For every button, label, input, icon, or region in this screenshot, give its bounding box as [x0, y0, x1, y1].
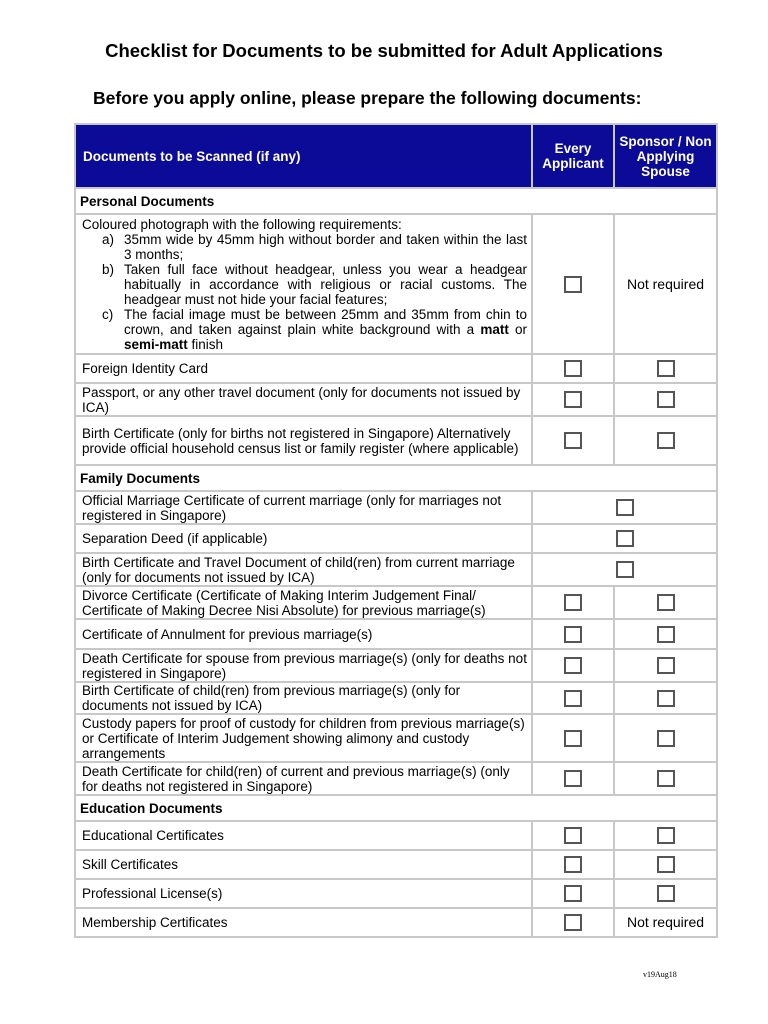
not-required-label: Not required — [614, 214, 717, 354]
checkbox[interactable] — [564, 914, 582, 931]
table-row — [75, 416, 717, 465]
doc-label: Professional License(s) — [75, 879, 532, 908]
table-row — [75, 586, 717, 619]
photo-requirements-list — [82, 232, 527, 352]
checkbox[interactable] — [657, 730, 675, 747]
doc-label: Birth Certificate of child(ren) from previous marriage(s) (only for documents not issued by ICA) — [75, 682, 532, 714]
page-subtitle: Before you apply online, please prepare the following documents: — [93, 88, 642, 108]
section-personal-heading: Personal Documents — [75, 188, 717, 214]
checkbox[interactable] — [657, 770, 675, 787]
section-row — [75, 795, 717, 821]
not-required-label: Not required — [614, 908, 717, 937]
table-row — [75, 619, 717, 649]
table-row — [75, 214, 717, 354]
checkbox[interactable] — [564, 391, 582, 408]
checkbox[interactable] — [657, 594, 675, 611]
doc-label: Birth Certificate and Travel Document of child(ren) from current marriage (only for documents not issued by ICA) — [75, 553, 532, 586]
checkbox[interactable] — [616, 530, 634, 547]
doc-label: Custody papers for proof of custody for children from previous marriage(s) or Certificate of Interim Judgement showing alimony and custody arrangements — [75, 714, 532, 762]
doc-label: Birth Certificate (only for births not registered in Singapore) Alternatively provide official household census list or family register (where applicable) — [75, 416, 532, 465]
list-item: a) 35mm wide by 45mm high without border and taken within the last 3 months; — [102, 231, 527, 262]
doc-label: Membership Certificates — [75, 908, 532, 937]
checkbox[interactable] — [657, 432, 675, 449]
doc-label: Divorce Certificate (Certificate of Making Interim Judgement Final/ Certificate of Making Decree Nisi Absolute) for previous marriage(s) — [75, 586, 532, 619]
checkbox[interactable] — [616, 561, 634, 578]
checkbox[interactable] — [564, 626, 582, 643]
doc-label: Separation Deed (if applicable) — [75, 524, 532, 553]
photo-requirements — [75, 214, 532, 354]
doc-label: Skill Certificates — [75, 850, 532, 879]
header-sponsor: Sponsor / Non Applying Spouse — [614, 124, 717, 188]
checkbox[interactable] — [657, 885, 675, 902]
doc-label: Educational Certificates — [75, 821, 532, 850]
checkbox[interactable] — [564, 770, 582, 787]
table-row — [75, 524, 717, 553]
table-row — [75, 354, 717, 383]
checkbox[interactable] — [564, 730, 582, 747]
header-documents: Documents to be Scanned (if any) — [75, 124, 532, 188]
doc-label: Certificate of Annulment for previous marriage(s) — [75, 619, 532, 649]
doc-label: Foreign Identity Card — [75, 354, 532, 383]
checkbox[interactable] — [657, 856, 675, 873]
table-row — [75, 762, 717, 795]
checkbox[interactable] — [657, 827, 675, 844]
checkbox[interactable] — [564, 827, 582, 844]
doc-label: Death Certificate for child(ren) of current and previous marriage(s) (only for deaths not registered in Singapore) — [75, 762, 532, 795]
checkbox[interactable] — [564, 690, 582, 707]
checkbox[interactable] — [564, 885, 582, 902]
checkbox[interactable] — [564, 657, 582, 674]
table-row — [75, 682, 717, 714]
table-row — [75, 553, 717, 586]
table-row — [75, 879, 717, 908]
checkbox[interactable] — [657, 690, 675, 707]
table-row — [75, 908, 717, 937]
checkbox[interactable] — [564, 594, 582, 611]
version-footer: v19Aug18 — [643, 970, 677, 979]
photo-intro: Coloured photograph with the following requirements: — [82, 216, 402, 232]
list-item: b) Taken full face without headgear, unless you wear a headgear habitually in accordance with religious or racial customs. The headgear must not hide your facial features; — [102, 261, 527, 307]
document-checklist-table — [74, 123, 718, 938]
checkbox[interactable] — [657, 391, 675, 408]
table-header-row — [75, 124, 717, 188]
checkbox[interactable] — [564, 856, 582, 873]
table-row — [75, 821, 717, 850]
table-row — [75, 383, 717, 416]
checkbox[interactable] — [657, 626, 675, 643]
section-education-heading: Education Documents — [75, 795, 717, 821]
doc-label: Death Certificate for spouse from previous marriage(s) (only for deaths not registered in Singapore) — [75, 649, 532, 682]
table-row — [75, 850, 717, 879]
checkbox[interactable] — [564, 360, 582, 377]
doc-label: Official Marriage Certificate of current marriage (only for marriages not registered in Singapore) — [75, 491, 532, 524]
table-row — [75, 649, 717, 682]
section-family-heading: Family Documents — [75, 465, 717, 491]
header-every-applicant: Every Applicant — [532, 124, 614, 188]
checkbox[interactable] — [616, 499, 634, 516]
checkbox[interactable] — [564, 432, 582, 449]
doc-label: Passport, or any other travel document (only for documents not issued by ICA) — [75, 383, 532, 416]
list-item: c) The facial image must be between 25mm and 35mm from chin to crown, and taken against plain white background with a matt or semi-matt finish — [102, 306, 527, 352]
checkbox[interactable] — [564, 276, 582, 293]
section-row — [75, 188, 717, 214]
checkbox[interactable] — [657, 657, 675, 674]
table-row — [75, 491, 717, 524]
checkbox[interactable] — [657, 360, 675, 377]
table-row — [75, 714, 717, 762]
section-row — [75, 465, 717, 491]
page-title: Checklist for Documents to be submitted for Adult Applications — [105, 40, 663, 61]
